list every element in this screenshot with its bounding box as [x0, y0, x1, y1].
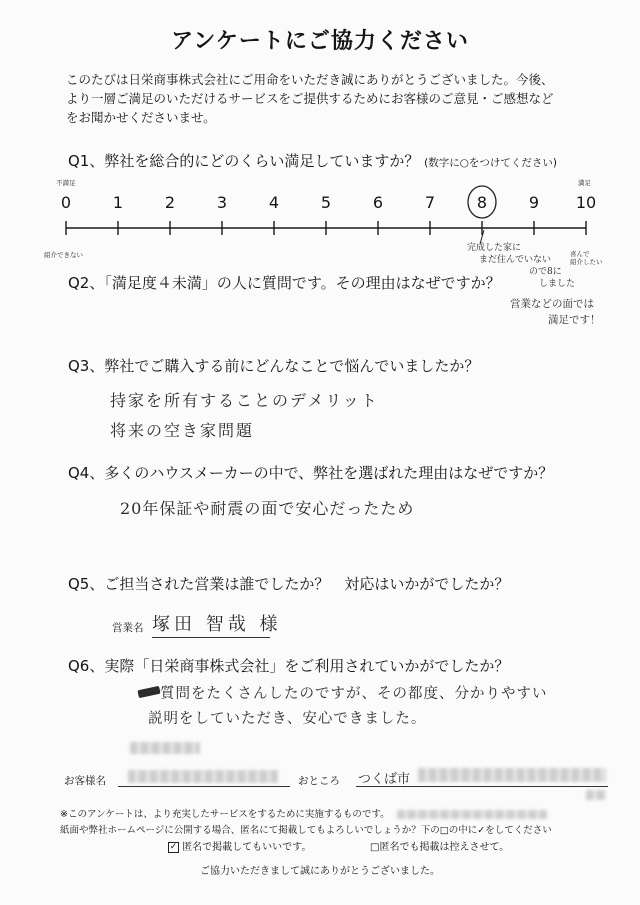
hand-line: ので8に [529, 267, 562, 277]
intro-line: より一層ご満足のいただけるサービスをご提供するためにお客様のご意見・ご感想など [66, 91, 554, 106]
scale-tick-labels [61, 193, 596, 212]
name-underline [118, 786, 290, 787]
sales-name-label: 営業名 [112, 622, 144, 634]
answer-line: 将来の空き家問題 [110, 421, 255, 440]
q3-question: Q3、弊社でご購入する前にどんなことで悩んでいましたか？ [68, 357, 480, 375]
answer-line: 質問をたくさんしたのですが、その都度、分かりやすい [160, 686, 548, 702]
scale-low-caption: 紹介できない [44, 251, 83, 259]
q2-handwritten [510, 296, 601, 328]
scale-tick-label: 10 [575, 193, 597, 212]
scale-tick-label: 1 [112, 193, 124, 212]
consent-option-2[interactable] [370, 838, 509, 853]
redacted-furigana [130, 742, 200, 754]
hand-line: 満足です！ [548, 314, 601, 326]
redacted-address [418, 768, 606, 782]
high-caption-line: 紹介したい [570, 258, 603, 266]
scale-high-label: 満足 [578, 179, 591, 187]
footer-note-text: ※このアンケートは、より充実したサービスをするために実施するものです。 [60, 809, 390, 820]
redacted-note [397, 810, 547, 819]
q3-answer [110, 386, 379, 446]
scale-tick-label: 9 [528, 193, 540, 212]
scale-tick-label: 8 [476, 193, 488, 212]
hand-line: 完成した家に [467, 243, 522, 253]
q5-question: Q5、ご担当された営業は誰でしたか？ 対応はいかがでしたか？ [68, 575, 510, 593]
consent-option-2-label: 匿名でも掲載は控えさせて。 [379, 842, 510, 853]
scale-tick-label: 0 [60, 193, 72, 212]
consent-option-1[interactable] [168, 838, 311, 853]
hand-line: まだ住んでいない [479, 255, 552, 265]
address-underline [356, 786, 608, 787]
scale-tick-label: 5 [320, 193, 332, 212]
scale-tick-label: 2 [164, 193, 176, 212]
scale-tick-label: 6 [372, 193, 384, 212]
scale-low-label: 不満足 [56, 179, 76, 187]
hand-line: しました [539, 279, 576, 289]
scribble-mark [137, 686, 160, 698]
footer-note-1 [60, 806, 547, 820]
footer-note-2: 紙面や弊社ホームページに公開する場合、匿名にて掲載してもよろしいでしょうか？下の□の中に✓をしてください [60, 825, 552, 836]
redacted-address-2 [586, 790, 606, 800]
q4-question: Q4、多くのハウスメーカーの中で、弊社を選ばれた理由はなぜですか？ [68, 464, 554, 482]
thanks-text: ご協力いただきまして誠にありがとうございました。 [200, 866, 440, 877]
q6-question: Q6、実際「日栄商事株式会社」をご利用されていかがでしたか？ [68, 657, 510, 675]
intro-line: このたびは日栄商事株式会社にご用命をいただき誠にありがとうございました。今後、 [66, 72, 554, 87]
scale-tick-label: 7 [424, 193, 436, 212]
sales-name-answer: 塚田 智哉 様 [152, 610, 270, 638]
customer-name-label: お客様名 [64, 775, 106, 787]
consent-checkbox-2[interactable]: □ [370, 842, 380, 853]
redacted-customer-name [128, 770, 278, 783]
consent-option-1-label: 匿名で掲載してもいいです。 [182, 842, 312, 853]
q1-note: (数字に○をつけてください) [424, 157, 557, 169]
hand-line: 営業などの面では [510, 298, 594, 310]
scale-tick-label: 4 [268, 193, 280, 212]
scale-tick-label: 3 [216, 193, 228, 212]
intro-line: をお聞かせくださいませ。 [66, 110, 216, 125]
address-visible: つくば市 [358, 772, 411, 787]
address-label: おところ [298, 775, 340, 787]
answer-line: 持家を所有することのデメリット [110, 391, 379, 410]
q2-question: Q2、「満足度４未満」の人に質問です。その理由はなぜですか？ [68, 274, 501, 292]
consent-checkbox-1[interactable]: ✓ [169, 841, 178, 852]
answer-line: 説明をしていただき、安心できました。 [148, 711, 427, 727]
high-caption-line: 喜んで [570, 250, 590, 258]
q4-answer: 20年保証や耐震の面で安心だったため [120, 499, 415, 518]
q6-answer [148, 682, 548, 732]
q1-text: Q1、弊社を総合的にどのくらい満足していますか？ [68, 152, 420, 170]
page-title: アンケートにご協力ください [171, 29, 469, 54]
